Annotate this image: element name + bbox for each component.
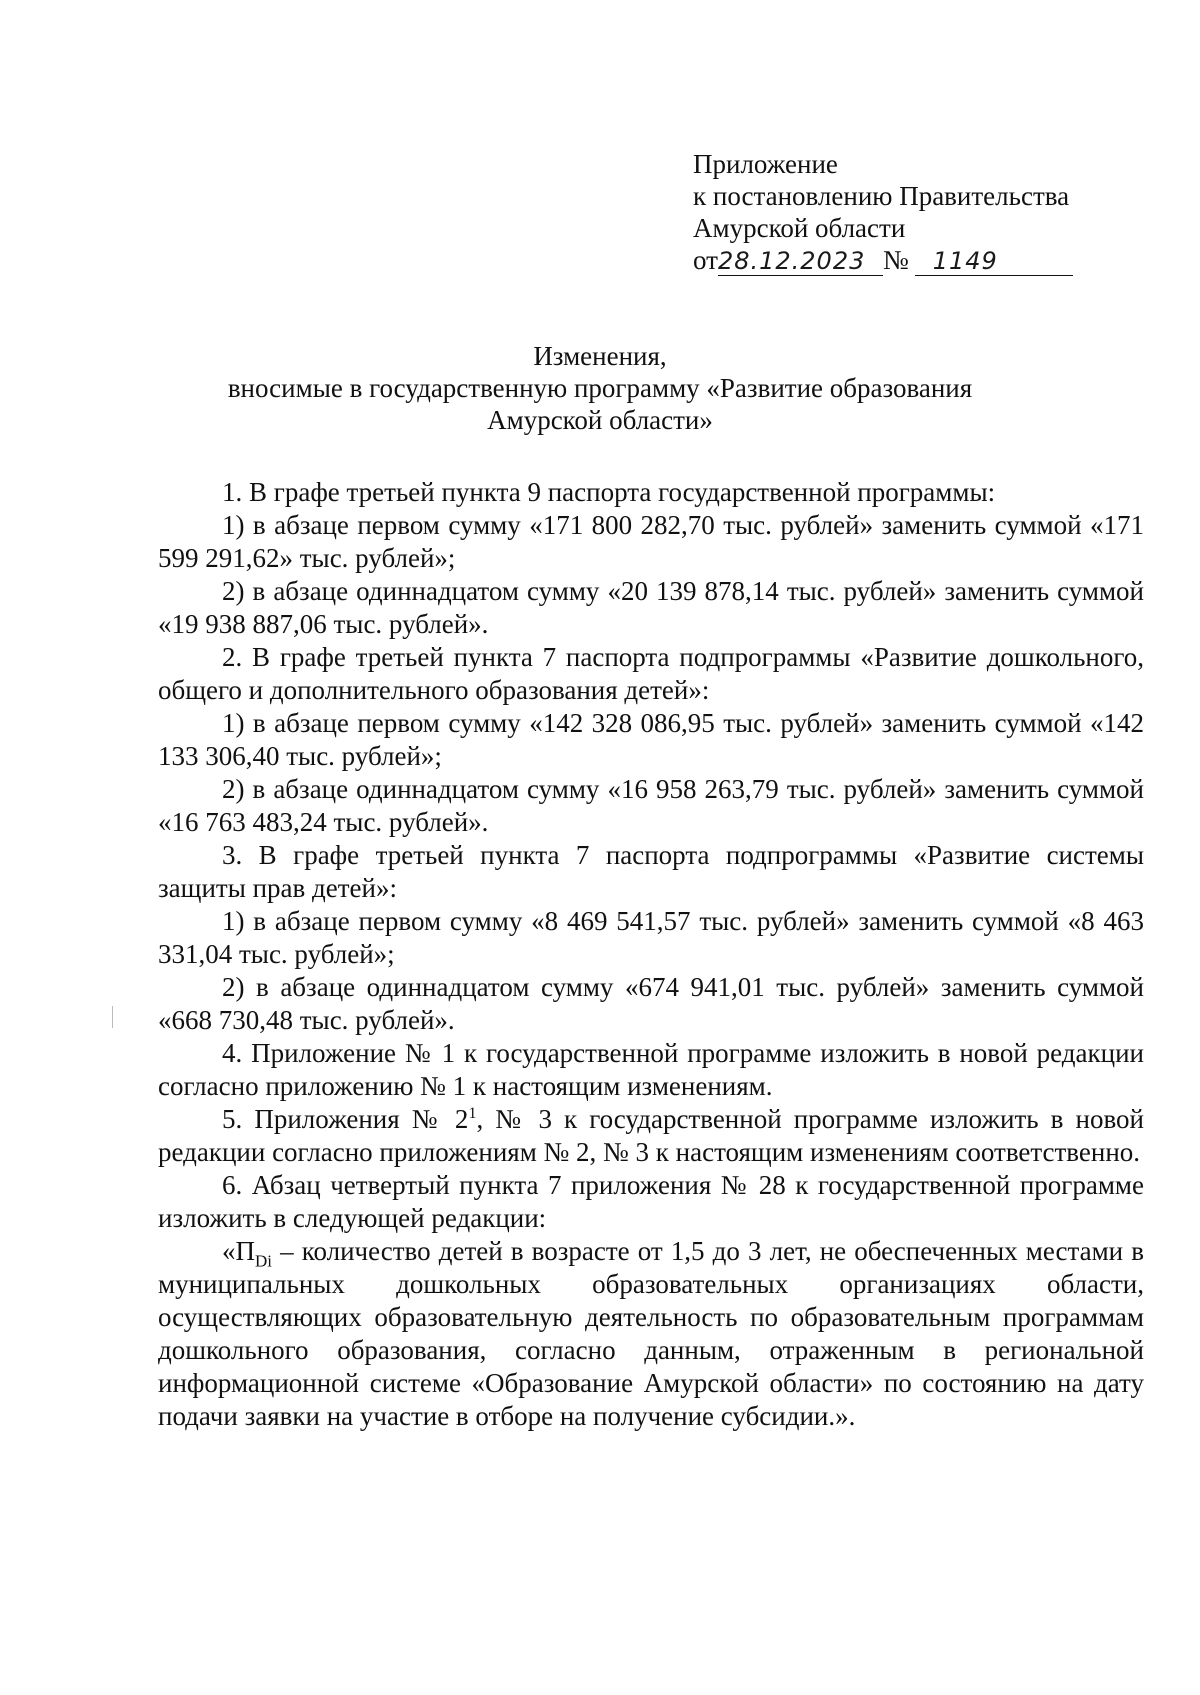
paragraph-3-item-2: 2) в абзаце одиннадцатом сумму «674 941,01 тыс. рублей» заменить суммой «668 730,48 тыс. рублей». — [158, 972, 1144, 1035]
paragraph-1: 1. В графе третьей пункта 9 паспорта государственной программы: — [222, 477, 996, 507]
paragraph-quote — [158, 1235, 1144, 1433]
quote-subscript: Di — [255, 1251, 272, 1271]
heading-title: Изменения, — [533, 341, 667, 371]
document-body — [158, 476, 1144, 1433]
date-prefix: от — [693, 245, 718, 275]
quote-start: «П — [222, 1236, 255, 1266]
approval-date-line — [693, 244, 1113, 276]
paragraph-5-rest: , № 3 к государственной программе изложить в новой редакции согласно приложениям № 2, № 3 к настоящим изменениям соответственно. — [158, 1104, 1144, 1167]
approval-line-3: Амурской области — [693, 213, 906, 243]
quote-rest: – количество детей в возрасте от 1,5 до 3 лет, не обеспеченных местами в муниципальных дошкольных образовательных организациях области, осуществляющих образовательную деятельность по образовательным программам дошкольного образования, согласно данным, отраженным в региональной информационной системе «Образование Амурской области» по состоянию на дату подачи заявки на участие в отборе на получение субсидии.». — [158, 1236, 1144, 1431]
paragraph-5-superscript: 1 — [468, 1105, 477, 1122]
paragraph-1-item-2: 2) в абзаце одиннадцатом сумму «20 139 878,14 тыс. рублей» заменить суммой «19 938 887,06 тыс. рублей». — [158, 576, 1144, 639]
approval-line-2: к постановлению Правительства — [693, 181, 1070, 211]
paragraph-3: 3. В графе третьей пункта 7 паспорта подпрограммы «Развитие системы защиты прав детей»: — [158, 840, 1144, 903]
paragraph-6: 6. Абзац четвертый пункта 7 приложения № 28 к государственной программе изложить в следующей редакции: — [158, 1170, 1144, 1233]
paragraph-2-item-1: 1) в абзаце первом сумму «142 328 086,95 тыс. рублей» заменить суммой «142 133 306,40 тыс. рублей»; — [158, 708, 1144, 771]
approval-line-1: Приложение — [693, 149, 838, 179]
heading-line-2: вносимые в государственную программу «Развитие образования — [227, 373, 973, 403]
paragraph-5 — [158, 1103, 1144, 1169]
paragraph-1-item-1: 1) в абзаце первом сумму «171 800 282,70 тыс. рублей» заменить суммой «171 599 291,62» тыс. рублей»; — [158, 510, 1144, 573]
paragraph-2: 2. В графе третьей пункта 7 паспорта подпрограммы «Развитие дошкольного, общего и дополнительного образования детей»: — [158, 642, 1144, 705]
approval-block — [693, 148, 1113, 276]
handwritten-number: 1149 — [915, 247, 1073, 276]
handwritten-date: 28.12.2023 — [718, 247, 883, 276]
heading-line-3: Амурской области» — [487, 405, 713, 435]
margin-mark — [112, 1006, 113, 1028]
paragraph-2-item-2: 2) в абзаце одиннадцатом сумму «16 958 263,79 тыс. рублей» заменить суммой «16 763 483,24 тыс. рублей». — [158, 774, 1144, 837]
document-heading — [150, 340, 1050, 436]
number-label: № — [882, 245, 909, 275]
paragraph-3-item-1: 1) в абзаце первом сумму «8 469 541,57 тыс. рублей» заменить суммой «8 463 331,04 тыс. рублей»; — [158, 906, 1144, 969]
paragraph-4: 4. Приложение № 1 к государственной программе изложить в новой редакции согласно приложению № 1 к настоящим изменениям. — [158, 1038, 1144, 1101]
paragraph-5-start: 5. Приложения № 2 — [222, 1104, 469, 1134]
